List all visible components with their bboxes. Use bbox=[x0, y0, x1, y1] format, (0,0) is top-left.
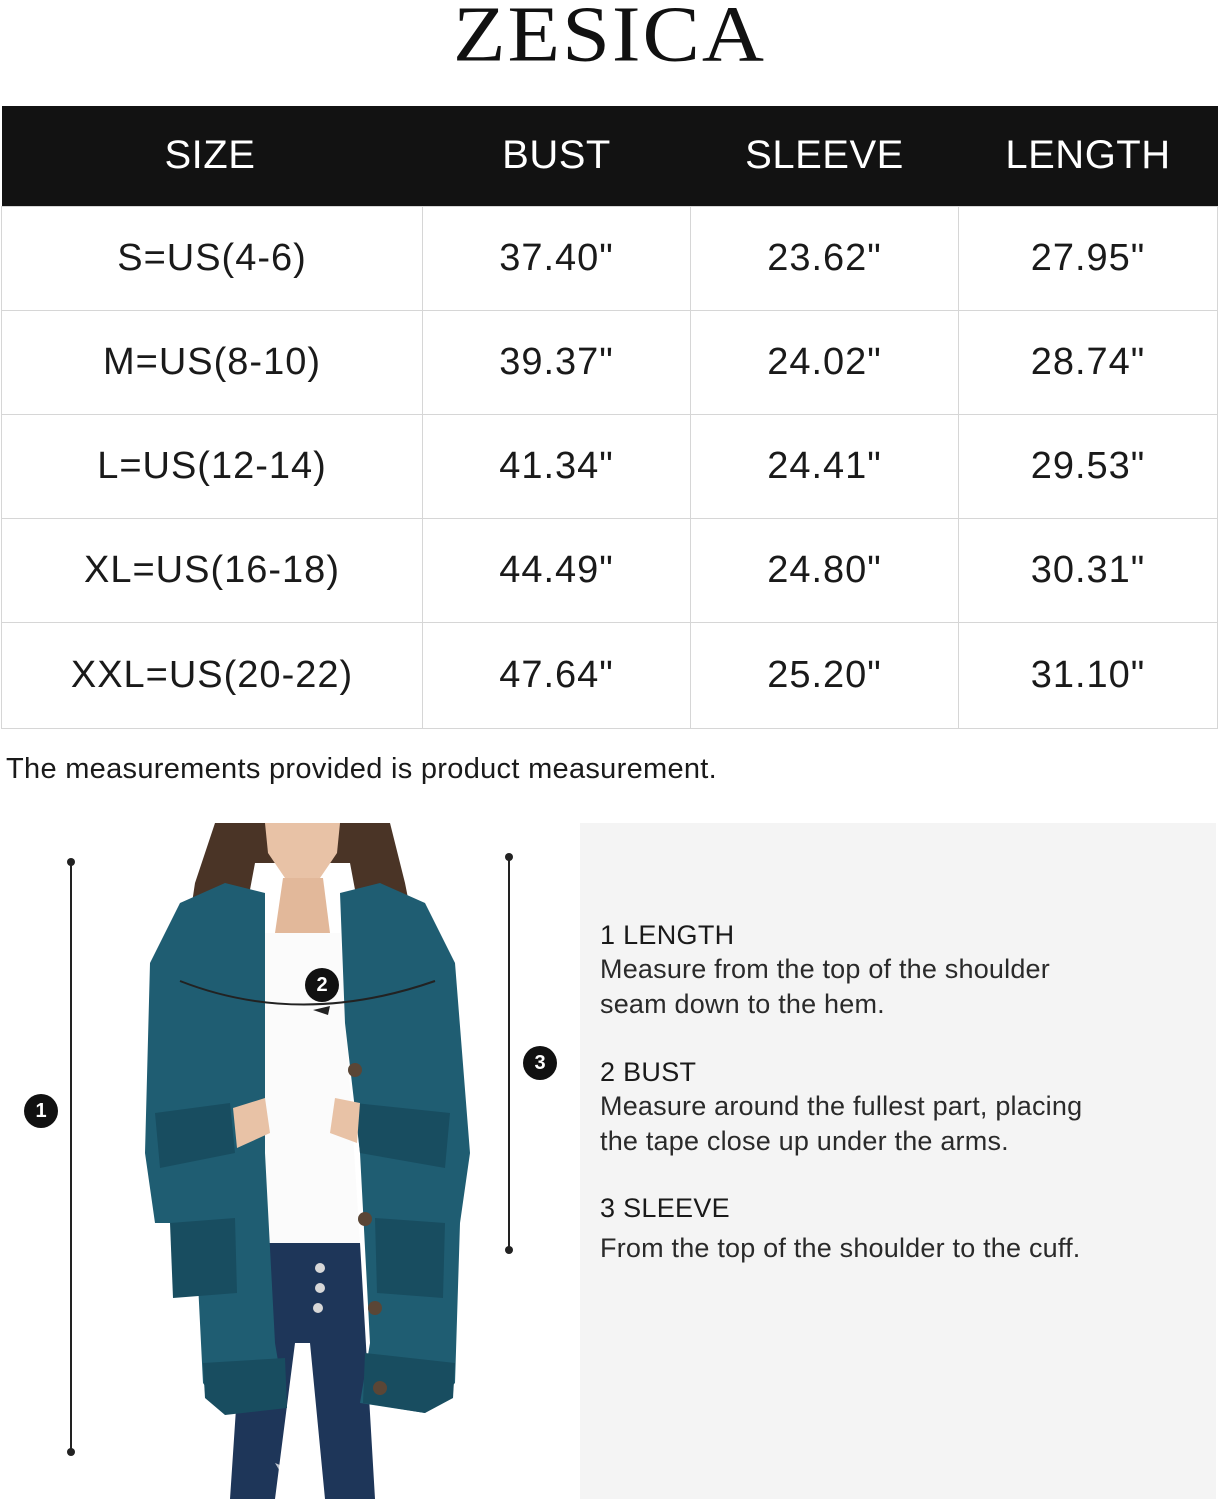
bust-cell: 44.49" bbox=[423, 518, 691, 622]
table-row bbox=[2, 206, 1218, 310]
instruction-title: 2 BUST bbox=[600, 1057, 697, 1087]
header-bust: BUST bbox=[502, 133, 611, 178]
length-guide-line bbox=[70, 862, 72, 1452]
sleeve-cell: 24.80" bbox=[691, 518, 959, 622]
bust-cell: 41.34" bbox=[423, 414, 691, 518]
length-instruction bbox=[600, 918, 1050, 1022]
size-chart-table bbox=[1, 106, 1218, 729]
instruction-title: 1 LENGTH bbox=[600, 920, 735, 950]
sleeve-cell: 24.02" bbox=[691, 310, 959, 414]
sleeve-marker-badge: 3 bbox=[523, 1046, 557, 1080]
header-length: LENGTH bbox=[1005, 133, 1171, 178]
instruction-description: From the top of the shoulder to the cuff. bbox=[600, 1233, 1081, 1263]
sleeve-cell: 23.62" bbox=[691, 206, 959, 310]
bust-marker-badge: 2 bbox=[305, 968, 339, 1002]
bust-cell: 47.64" bbox=[423, 622, 691, 728]
table-row bbox=[2, 622, 1218, 728]
length-cell: 30.31" bbox=[959, 518, 1218, 622]
header-size: SIZE bbox=[164, 133, 256, 178]
bust-cell: 39.37" bbox=[423, 310, 691, 414]
bust-cell: 37.40" bbox=[423, 206, 691, 310]
brand-logo: ZESICA bbox=[453, 0, 766, 79]
size-cell: XXL=US(20-22) bbox=[2, 622, 423, 728]
table-row bbox=[2, 310, 1218, 414]
size-cell: XL=US(16-18) bbox=[2, 518, 423, 622]
instruction-description: Measure from the top of the shoulder seam down to the hem. bbox=[600, 954, 1050, 1019]
table-row bbox=[2, 518, 1218, 622]
instruction-description: Measure around the fullest part, placing the tape close up under the arms. bbox=[600, 1091, 1083, 1156]
sleeve-cell: 25.20" bbox=[691, 622, 959, 728]
size-cell: S=US(4-6) bbox=[2, 206, 423, 310]
table-header-row bbox=[2, 106, 1218, 206]
sleeve-guide-line bbox=[508, 857, 510, 1250]
bust-instruction bbox=[600, 1055, 1082, 1159]
length-marker-badge: 1 bbox=[24, 1094, 58, 1128]
size-cell: L=US(12-14) bbox=[2, 414, 423, 518]
length-cell: 27.95" bbox=[959, 206, 1218, 310]
measurement-instructions-panel bbox=[580, 823, 1216, 1499]
instruction-title: 3 SLEEVE bbox=[600, 1193, 730, 1223]
size-cell: M=US(8-10) bbox=[2, 310, 423, 414]
length-cell: 31.10" bbox=[959, 622, 1218, 728]
header-sleeve: SLEEVE bbox=[745, 133, 904, 178]
sleeve-guide-bottom-dot bbox=[505, 1246, 513, 1254]
measurement-note: The measurements provided is product measurement. bbox=[6, 753, 718, 785]
table-row bbox=[2, 414, 1218, 518]
length-guide-bottom-dot bbox=[67, 1448, 75, 1456]
model-photo bbox=[125, 823, 475, 1499]
length-cell: 28.74" bbox=[959, 310, 1218, 414]
sleeve-cell: 24.41" bbox=[691, 414, 959, 518]
length-cell: 29.53" bbox=[959, 414, 1218, 518]
sleeve-instruction bbox=[600, 1191, 1080, 1266]
